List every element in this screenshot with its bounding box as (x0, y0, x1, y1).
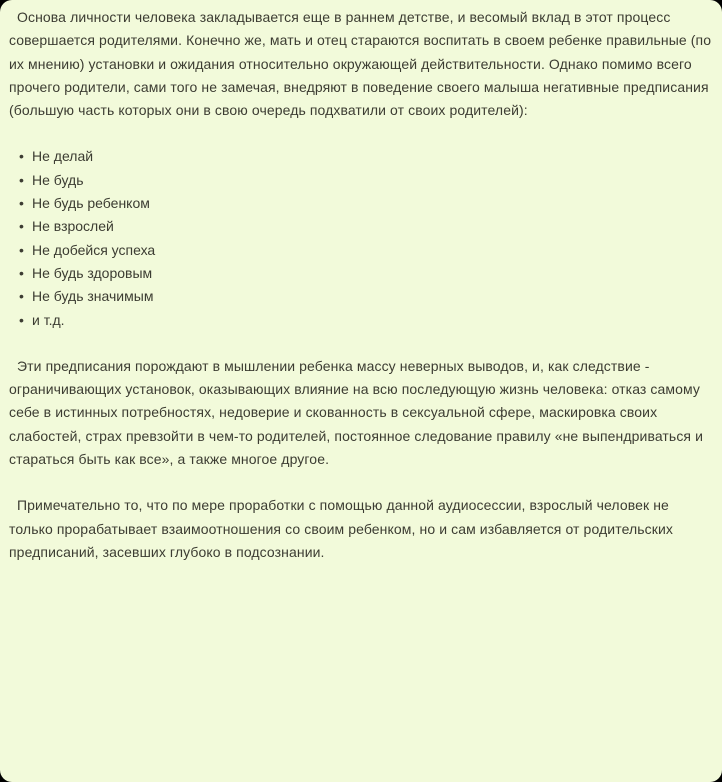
list-item-label: Не взрослей (32, 218, 114, 235)
list-item-label: Не будь здоровым (32, 264, 153, 281)
list-item-label: Не будь значимым (32, 288, 154, 305)
bullet-icon: • (19, 264, 24, 281)
negative-directives-list (9, 145, 713, 331)
list-item-label: Не делай (32, 148, 94, 165)
closing-paragraph: Примечательно то, что по мере проработки с помощью данной аудиосессии, взрослый человек не только прорабатывает взаимоотношения со своим ребенком, но и сам избавляется от родительских предписаний, засевших глубоко в подсознании. (9, 497, 673, 560)
intro-paragraph: Основа личности человека закладывается еще в раннем детстве, и весомый вклад в этот процесс совершается родителями. Конечно же, мать и отец стараются воспитать в своем ребенке правильные (по их мнению) установки и ожидания относительно окружающей действительности. Однако помимо всего прочего родители, сами того не замечая, внедряют в поведение своего малыша негативные предписания (большую часть которых они в свою очередь подхватили от своих родителей): (9, 9, 712, 119)
list-item (19, 215, 713, 238)
bullet-icon: • (19, 195, 24, 212)
list-item (19, 239, 713, 262)
bullet-icon: • (19, 311, 24, 328)
bullet-icon: • (19, 171, 24, 188)
list-item-label: Не будь ребенком (32, 195, 150, 212)
bullet-icon: • (19, 148, 24, 165)
list-item (19, 145, 713, 168)
bullet-icon: • (19, 218, 24, 235)
list-item-label: и т.д. (32, 311, 65, 328)
list-item-label: Не добейся успеха (32, 241, 156, 258)
consequences-paragraph: Эти предписания порождают в мышлении ребенка массу неверных выводов, и, как следствие - ограничивающих установок, оказывающих влияние на всю последующую жизнь человека: отказ самому себе в истинных потребностях, недоверие и скованность в сексуальной сфере, маскировка своих слабостей, страх превзойти в чем-то родителей, постоянное следование правилу «не выпендриваться и стараться быть как все», а также многое другое. (9, 357, 704, 468)
list-item (19, 262, 713, 285)
list-item (19, 285, 713, 308)
list-item (19, 192, 713, 215)
list-item (19, 169, 713, 192)
bullet-icon: • (19, 288, 24, 305)
list-item-label: Не будь (32, 171, 84, 188)
list-item (19, 309, 713, 332)
bullet-icon: • (19, 241, 24, 258)
